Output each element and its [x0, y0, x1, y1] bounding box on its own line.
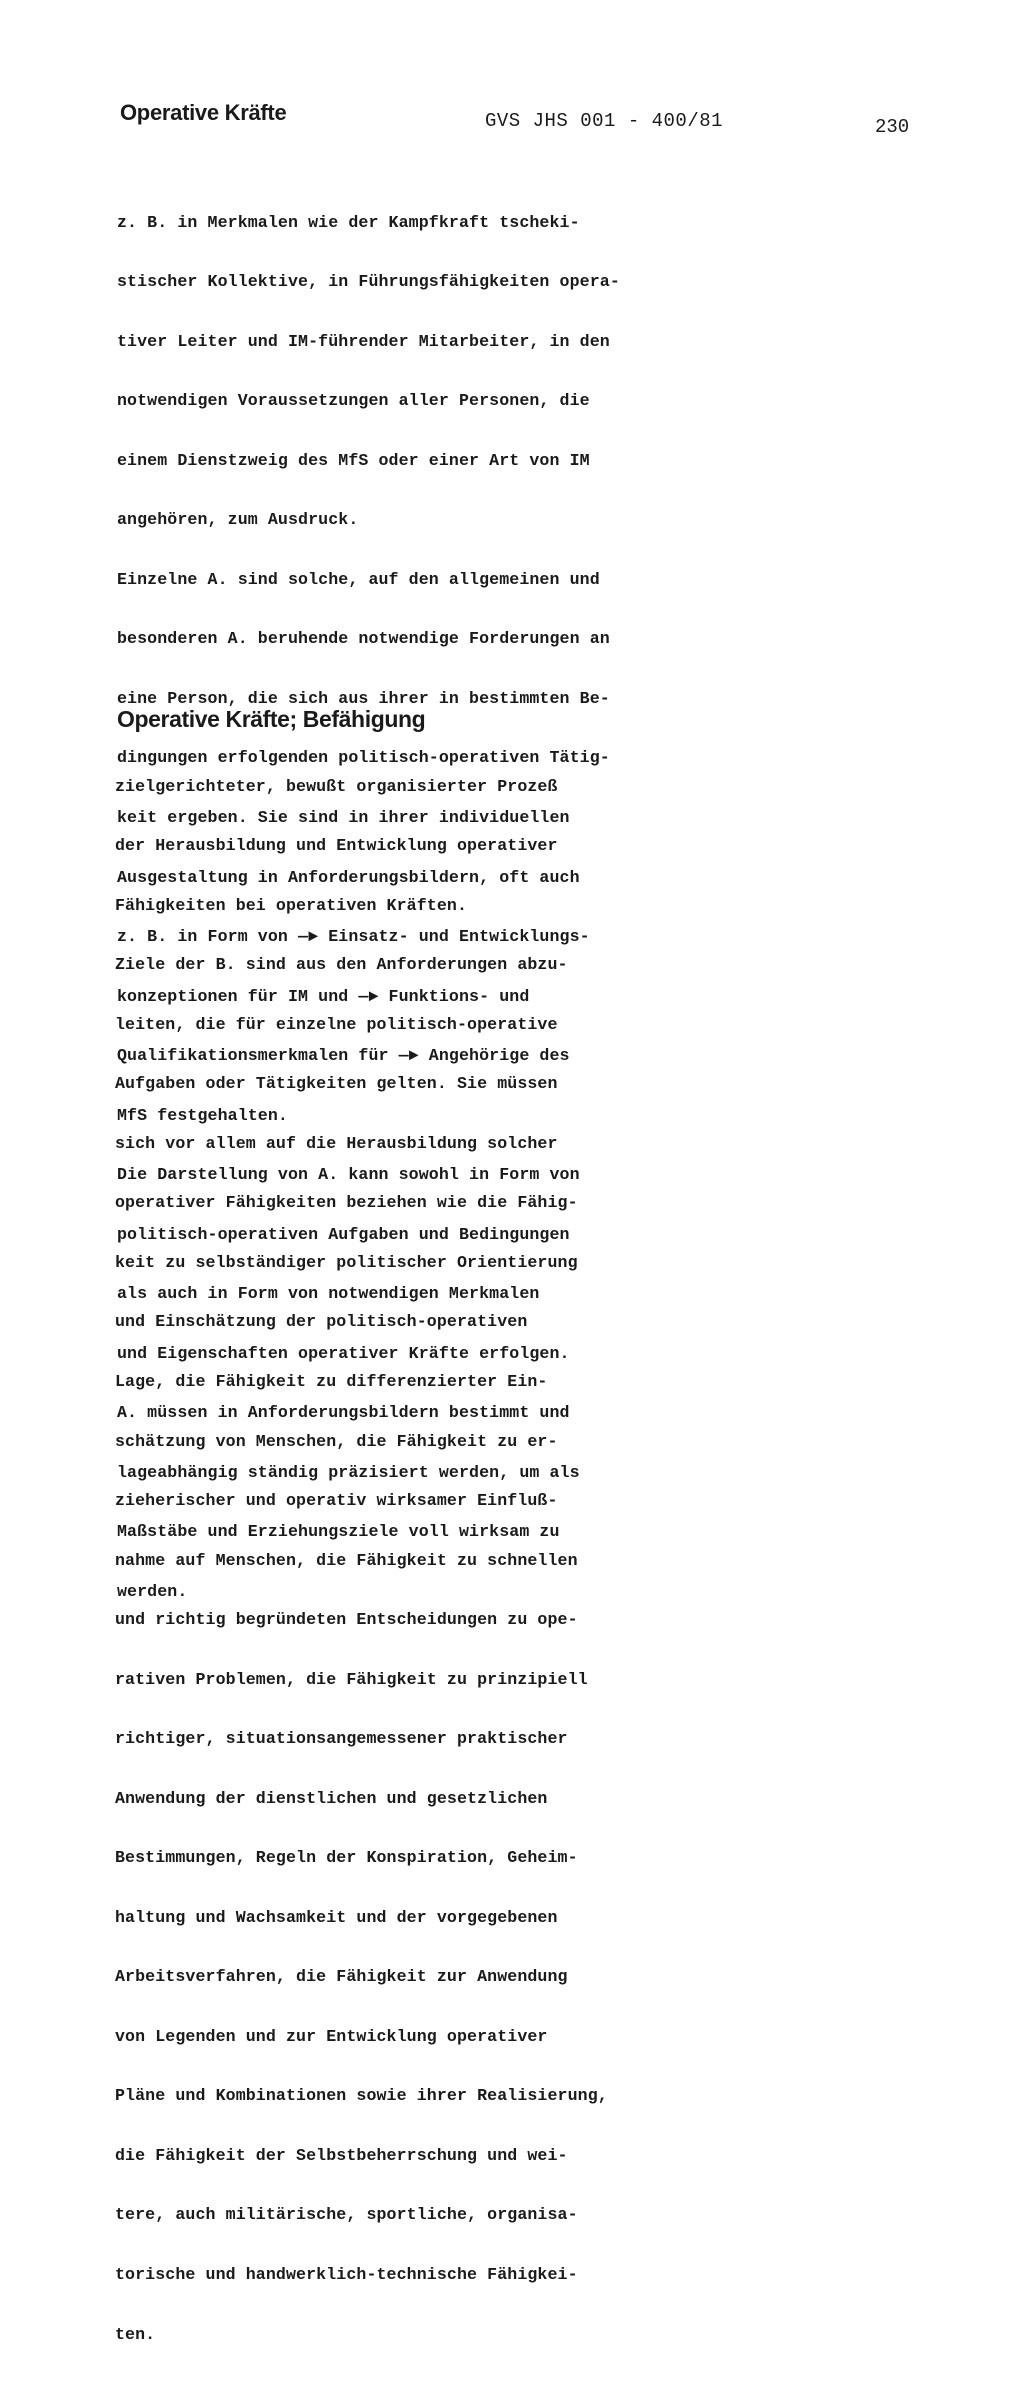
- text-line: Arbeitsverfahren, die Fähigkeit zur Anwendung: [115, 1967, 568, 1987]
- text-line: Die Darstellung von A. kann sowohl in Form von: [117, 1165, 580, 1185]
- document-reference: GVS JHS 001 - 400/81: [485, 110, 724, 132]
- text-line: Pläne und Kombinationen sowie ihrer Realisierung,: [115, 2086, 608, 2106]
- text-line: leiten, die für einzelne politisch-operative: [115, 1014, 558, 1034]
- text-line: werden.: [117, 1581, 188, 1601]
- section-heading: Operative Kräfte; Befähigung: [117, 706, 426, 732]
- text-line: tiver Leiter und IM-führender Mitarbeiter, in den: [117, 331, 610, 351]
- text-line: Einzelne A. sind solche, auf den allgemeinen und: [117, 569, 600, 589]
- text-line: torische und handwerklich-technische Fähigkei-: [115, 2264, 578, 2284]
- text-line: ten.: [115, 2324, 156, 2344]
- text-line: Aufgaben oder Tätigkeiten gelten. Sie müssen: [115, 1074, 558, 1094]
- text-line: und Einschätzung der politisch-operativen: [115, 1312, 528, 1332]
- text-line: Anwendung der dienstlichen und gesetzlichen: [115, 1788, 548, 1808]
- text-line: Bestimmungen, Regeln der Konspiration, Geheim-: [115, 1848, 578, 1868]
- text-line: von Legenden und zur Entwicklung operativer: [115, 2026, 548, 2046]
- text-line: Ziele der B. sind aus den Anforderungen abzu-: [115, 955, 568, 975]
- text-line: dingungen erfolgenden politisch-operativen Tätig-: [117, 748, 610, 768]
- text-line: die Fähigkeit der Selbstbeherrschung und wei-: [115, 2145, 568, 2165]
- text-line: MfS festgehalten.: [117, 1105, 288, 1125]
- running-title: Operative Kräfte: [120, 100, 287, 125]
- text-line: schätzung von Menschen, die Fähigkeit zu er-: [115, 1431, 558, 1451]
- text-line: angehören, zum Ausdruck.: [117, 510, 359, 530]
- text-line: z. B. in Merkmalen wie der Kampfkraft tscheki-: [117, 212, 580, 232]
- text-line: keit ergeben. Sie sind in ihrer individuellen: [117, 808, 570, 827]
- text-line: haltung und Wachsamkeit und der vorgegebenen: [115, 1907, 558, 1927]
- text-line: Ausgestaltung in Anforderungsbildern, oft auch: [117, 867, 580, 887]
- text-line: lageabhängig ständig präzisiert werden, um als: [117, 1462, 580, 1482]
- text-line: sich vor allem auf die Herausbildung solcher: [115, 1133, 558, 1153]
- text-line: konzeptionen für IM und —► Funktions- und: [117, 986, 530, 1006]
- text-line: notwendigen Voraussetzungen aller Personen, die: [117, 391, 590, 411]
- text-line: und Eigenschaften operativer Kräfte erfolgen.: [117, 1343, 570, 1363]
- text-line: tere, auch militärische, sportliche, organisa-: [115, 2205, 578, 2225]
- text-line: als auch in Form von notwendigen Merkmalen: [117, 1284, 540, 1304]
- text-line: nahme auf Menschen, die Fähigkeit zu schnellen: [115, 1550, 578, 1570]
- text-line: einem Dienstzweig des MfS oder einer Art von IM: [117, 450, 590, 470]
- entry-befaehigung-text: [115, 737, 608, 2384]
- text-line: eine Person, die sich aus ihrer in bestimmten Be-: [117, 688, 610, 708]
- text-line: und richtig begründeten Entscheidungen zu ope-: [115, 1610, 578, 1630]
- text-line: keit zu selbständiger politischer Orientierung: [115, 1252, 578, 1272]
- text-line: Maßstäbe und Erziehungsziele voll wirksam zu: [117, 1522, 560, 1542]
- text-line: rativen Problemen, die Fähigkeit zu prinzipiell: [115, 1669, 588, 1689]
- text-line: besonderen A. beruhende notwendige Forderungen an: [117, 629, 610, 649]
- text-line: operativer Fähigkeiten beziehen wie die Fähig-: [115, 1193, 578, 1213]
- text-line: stischer Kollektive, in Führungsfähigkeiten opera-: [117, 272, 620, 292]
- text-line: Lage, die Fähigkeit zu differenzierter Ein-: [115, 1372, 548, 1391]
- text-line: z. B. in Form von —► Einsatz- und Entwicklungs-: [117, 927, 590, 947]
- text-line: A. müssen in Anforderungsbildern bestimmt und: [117, 1403, 570, 1423]
- text-line: Qualifikationsmerkmalen für —► Angehörige des: [117, 1046, 570, 1066]
- text-line: Fähigkeiten bei operativen Kräften.: [115, 895, 468, 915]
- text-line: zielgerichteter, bewußt organisierter Prozeß: [115, 776, 558, 796]
- text-line: politisch-operativen Aufgaben und Bedingungen: [117, 1224, 570, 1244]
- text-line: richtiger, situationsangemessener praktischer: [115, 1729, 568, 1749]
- page-number: 230: [875, 116, 910, 138]
- text-line: zieherischer und operativ wirksamer Einfluß-: [115, 1491, 558, 1511]
- text-line: der Herausbildung und Entwicklung operativer: [115, 836, 558, 856]
